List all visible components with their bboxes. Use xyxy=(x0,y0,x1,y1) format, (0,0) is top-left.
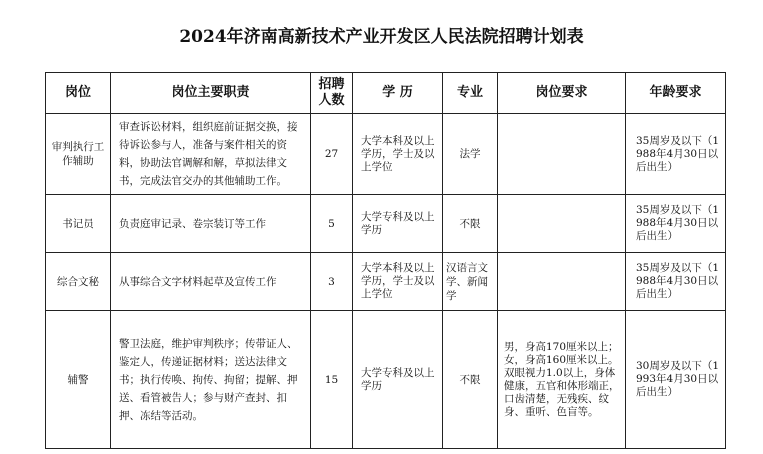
cell-count: 5 xyxy=(311,195,353,253)
header-education: 学 历 xyxy=(353,73,443,114)
header-age: 年龄要求 xyxy=(626,73,726,114)
cell-duties: 警卫法庭，维护审判秩序；传带证人、鉴定人，传递证据材料；送达法律文书；执行传唤、拘传、拘留；提解、押送、看管被告人；参与财产查封、扣押、冻结等活动。 xyxy=(111,311,311,449)
cell-position: 审判执行工作辅助 xyxy=(46,114,111,195)
header-requirements: 岗位要求 xyxy=(498,73,626,114)
header-count: 招聘人数 xyxy=(311,73,353,114)
cell-requirements: 男，身高170厘米以上；女，身高160厘米以上。双眼视力1.0以上，身体健康，五官和体形端正，口齿清楚，无残疾、纹身、重听、色盲等。 xyxy=(498,311,626,449)
cell-duties: 审查诉讼材料，组织庭前证据交换，接待诉讼参与人，准备与案件相关的资料，协助法官调解和解，草拟法律文书，完成法官交办的其他辅助工作。 xyxy=(111,114,311,195)
cell-requirements xyxy=(498,114,626,195)
cell-position: 综合文秘 xyxy=(46,253,111,311)
cell-age: 35周岁及以下（1988年4月30日以后出生） xyxy=(626,114,726,195)
cell-major: 法学 xyxy=(443,114,498,195)
cell-education: 大学本科及以上学历，学士及以上学位 xyxy=(353,114,443,195)
header-row xyxy=(46,73,726,114)
cell-age: 30周岁及以下（1993年4月30日以后出生） xyxy=(626,311,726,449)
recruitment-table xyxy=(45,72,726,449)
cell-position: 书记员 xyxy=(46,195,111,253)
cell-education: 大学本科及以上学历，学士及以上学位 xyxy=(353,253,443,311)
cell-count: 27 xyxy=(311,114,353,195)
header-major: 专业 xyxy=(443,73,498,114)
cell-requirements xyxy=(498,253,626,311)
cell-major: 汉语言文学、新闻学 xyxy=(443,253,498,311)
table-row xyxy=(46,114,726,195)
cell-education: 大学专科及以上学历 xyxy=(353,311,443,449)
table-row xyxy=(46,311,726,449)
page-title: 2024年济南高新技术产业开发区人民法院招聘计划表 xyxy=(179,27,584,47)
cell-age: 35周岁及以下（1988年4月30日以后出生） xyxy=(626,195,726,253)
cell-count: 3 xyxy=(311,253,353,311)
cell-requirements xyxy=(498,195,626,253)
header-position: 岗位 xyxy=(46,73,111,114)
cell-major: 不限 xyxy=(443,195,498,253)
header-duties: 岗位主要职责 xyxy=(111,73,311,114)
cell-duties: 从事综合文字材料起草及宣传工作 xyxy=(111,253,311,311)
cell-age: 35周岁及以下（1988年4月30日以后出生） xyxy=(626,253,726,311)
cell-major: 不限 xyxy=(443,311,498,449)
cell-count: 15 xyxy=(311,311,353,449)
cell-position: 辅警 xyxy=(46,311,111,449)
table-row xyxy=(46,253,726,311)
cell-education: 大学专科及以上学历 xyxy=(353,195,443,253)
cell-duties: 负责庭审记录、卷宗装订等工作 xyxy=(111,195,311,253)
table-row xyxy=(46,195,726,253)
